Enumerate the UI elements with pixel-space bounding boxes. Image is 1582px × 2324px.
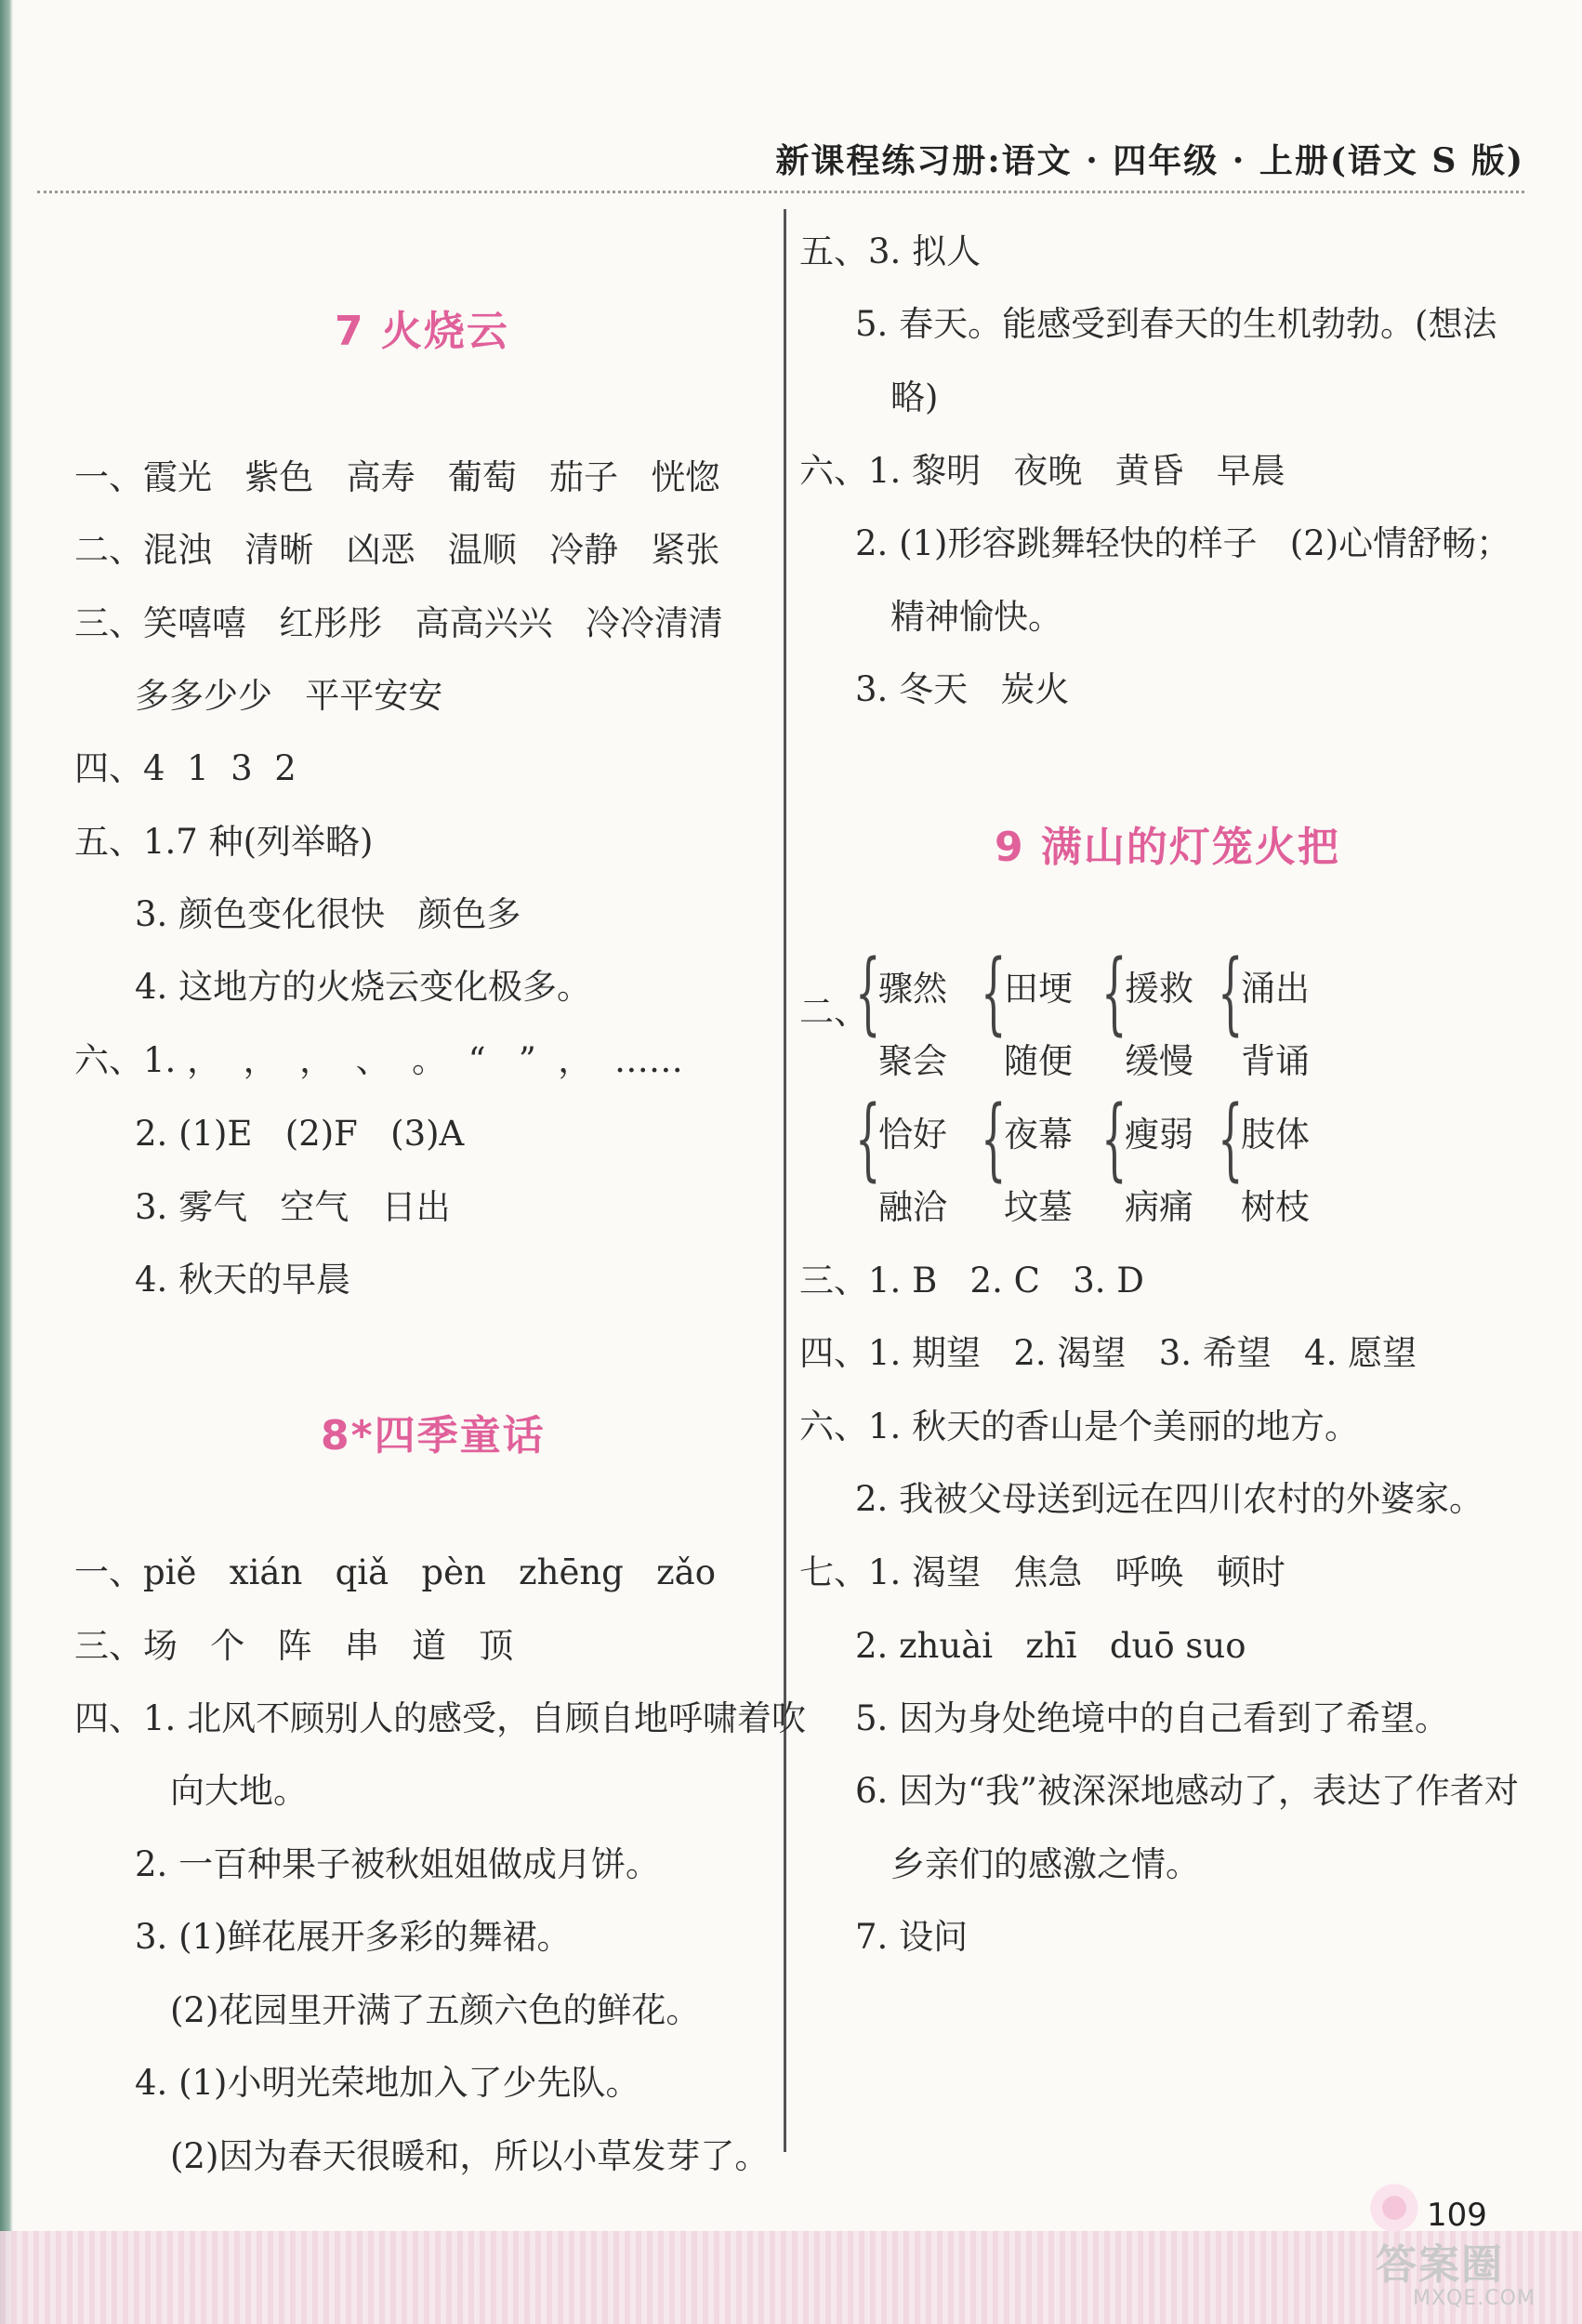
answer-line: (2)花园里开满了五颜六色的鲜花。 (170, 1990, 701, 2030)
answer-line: 4. (1)小明光荣地加入了少先队。 (135, 2063, 640, 2103)
word-pair-bottom: 背诵 (1241, 1041, 1310, 1081)
word-pair-bottom: 聚会 (878, 1041, 947, 1081)
answer-line: 2. zhuài zhī duō suo (855, 1626, 1246, 1666)
answer-line: 五、1.7 种(列举略) (74, 822, 374, 862)
answer-line: 2. 我被父母送到远在四川农村的外婆家。 (855, 1479, 1484, 1519)
answer-line: 向大地。 (170, 1771, 308, 1811)
brace: { (855, 941, 881, 1045)
answer-line: 3. 雾气 空气 日出 (135, 1187, 451, 1227)
answer-line: 三、1. B 2. C 3. D (799, 1261, 1144, 1301)
column-divider (784, 209, 786, 2152)
question-number-2: 二、 (799, 992, 868, 1032)
word-pair-top: 恰好 (878, 1115, 947, 1155)
answer-line: 三、场 个 阵 串 道 顶 (74, 1626, 514, 1666)
watermark-url: MXQE.COM (1413, 2287, 1536, 2310)
answer-line: 2. (1)形容跳舞轻快的样子 (2)心情舒畅； (855, 523, 1511, 563)
section-title-9: 9 满山的灯笼火把 (995, 824, 1340, 871)
page-header: 新课程练习册:语文 · 四年级 · 上册(语文 S 版) (775, 141, 1524, 180)
section-title-8: 8*四季童话 (321, 1412, 546, 1459)
answer-line: 乡亲们的感激之情。 (890, 1844, 1200, 1884)
word-pair-bottom: 缓慢 (1125, 1041, 1193, 1081)
answer-line: 七、1. 渴望 焦急 呼唤 顿时 (799, 1552, 1285, 1592)
word-pair-top: 夜幕 (1004, 1115, 1073, 1155)
answer-line: 四、1. 北风不顾别人的感受，自顾自地呼啸着吹 (74, 1698, 807, 1738)
word-pair-bottom: 融洽 (878, 1187, 947, 1227)
word-pair-bottom: 坟墓 (1004, 1187, 1073, 1227)
word-pair-top: 援救 (1125, 969, 1193, 1009)
answer-line: 多多少少 平平安安 (135, 676, 443, 716)
word-pair-top: 骤然 (878, 969, 947, 1009)
answer-line: 四、1. 期望 2. 渴望 3. 希望 4. 愿望 (799, 1333, 1417, 1373)
answer-line: 4. 秋天的早晨 (135, 1260, 351, 1300)
answer-line: 2. (1)E (2)F (3)A (135, 1114, 465, 1154)
answer-line: 略) (890, 377, 939, 417)
watermark-logo: 答案圈 (1376, 2241, 1504, 2289)
answer-line: 六、1. ， ， ， 、 。 “ ” ， …… (74, 1040, 683, 1080)
word-pair-bottom: 树枝 (1241, 1187, 1310, 1227)
answer-line: 3. 颜色变化很快 颜色多 (135, 894, 521, 934)
watermark (1376, 2231, 1571, 2319)
answer-line: 2. 一百种果子被秋姐姐做成月饼。 (135, 1844, 661, 1884)
answer-line: 四、4 1 3 2 (74, 748, 297, 788)
brace: { (981, 1087, 1007, 1191)
page-number: 109 (1427, 2197, 1487, 2234)
answer-line: 精神愉快。 (890, 597, 1062, 637)
answer-line: 3. 冬天 炭火 (855, 669, 1070, 709)
answer-line: 5. 春天。能感受到春天的生机勃勃。(想法 (855, 304, 1497, 344)
answer-line: 7. 设问 (855, 1917, 969, 1957)
answer-line: (2)因为春天很暖和，所以小草发芽了。 (170, 2136, 770, 2176)
footer-band (0, 2231, 1582, 2324)
word-pair-top: 肢体 (1241, 1115, 1310, 1155)
word-pair-bottom: 病痛 (1125, 1187, 1193, 1227)
page-left-edge (0, 0, 13, 2324)
word-pair-top: 瘦弱 (1125, 1115, 1193, 1155)
answer-line: 3. (1)鲜花展开多彩的舞裙。 (135, 1917, 572, 1957)
brace: { (1218, 941, 1244, 1045)
brace: { (1101, 1087, 1127, 1191)
word-pair-top: 涌出 (1241, 969, 1310, 1009)
answer-line: 六、1. 黎明 夜晚 黄昏 早晨 (799, 451, 1285, 491)
header-divider (37, 191, 1524, 193)
word-pair-bottom: 随便 (1004, 1041, 1073, 1081)
word-pair-top: 田埂 (1004, 969, 1073, 1009)
brace: { (981, 941, 1007, 1045)
answer-line: 二、混浊 清晰 凶恶 温顺 冷静 紧张 (74, 530, 720, 570)
answer-line: 一、piě xián qiǎ pèn zhēng zǎo (74, 1552, 716, 1592)
brace: { (1101, 941, 1127, 1045)
answer-line: 5. 因为身处绝境中的自己看到了希望。 (855, 1698, 1450, 1738)
brace: { (1218, 1087, 1244, 1191)
flower-decoration-icon (1366, 2180, 1422, 2236)
answer-line: 六、1. 秋天的香山是个美丽的地方。 (799, 1406, 1360, 1446)
brace: { (855, 1087, 881, 1191)
section-title-7: 7 火烧云 (335, 308, 509, 355)
answer-line: 4. 这地方的火烧云变化极多。 (135, 967, 592, 1007)
answer-line: 三、笑嘻嘻 红彤彤 高高兴兴 冷冷清清 (74, 603, 723, 643)
answer-line: 五、3. 拟人 (799, 231, 982, 271)
answer-line: 一、霞光 紫色 高寿 葡萄 茄子 恍惚 (74, 457, 720, 497)
answer-line: 6. 因为“我”被深深地感动了，表达了作者对 (855, 1771, 1519, 1811)
